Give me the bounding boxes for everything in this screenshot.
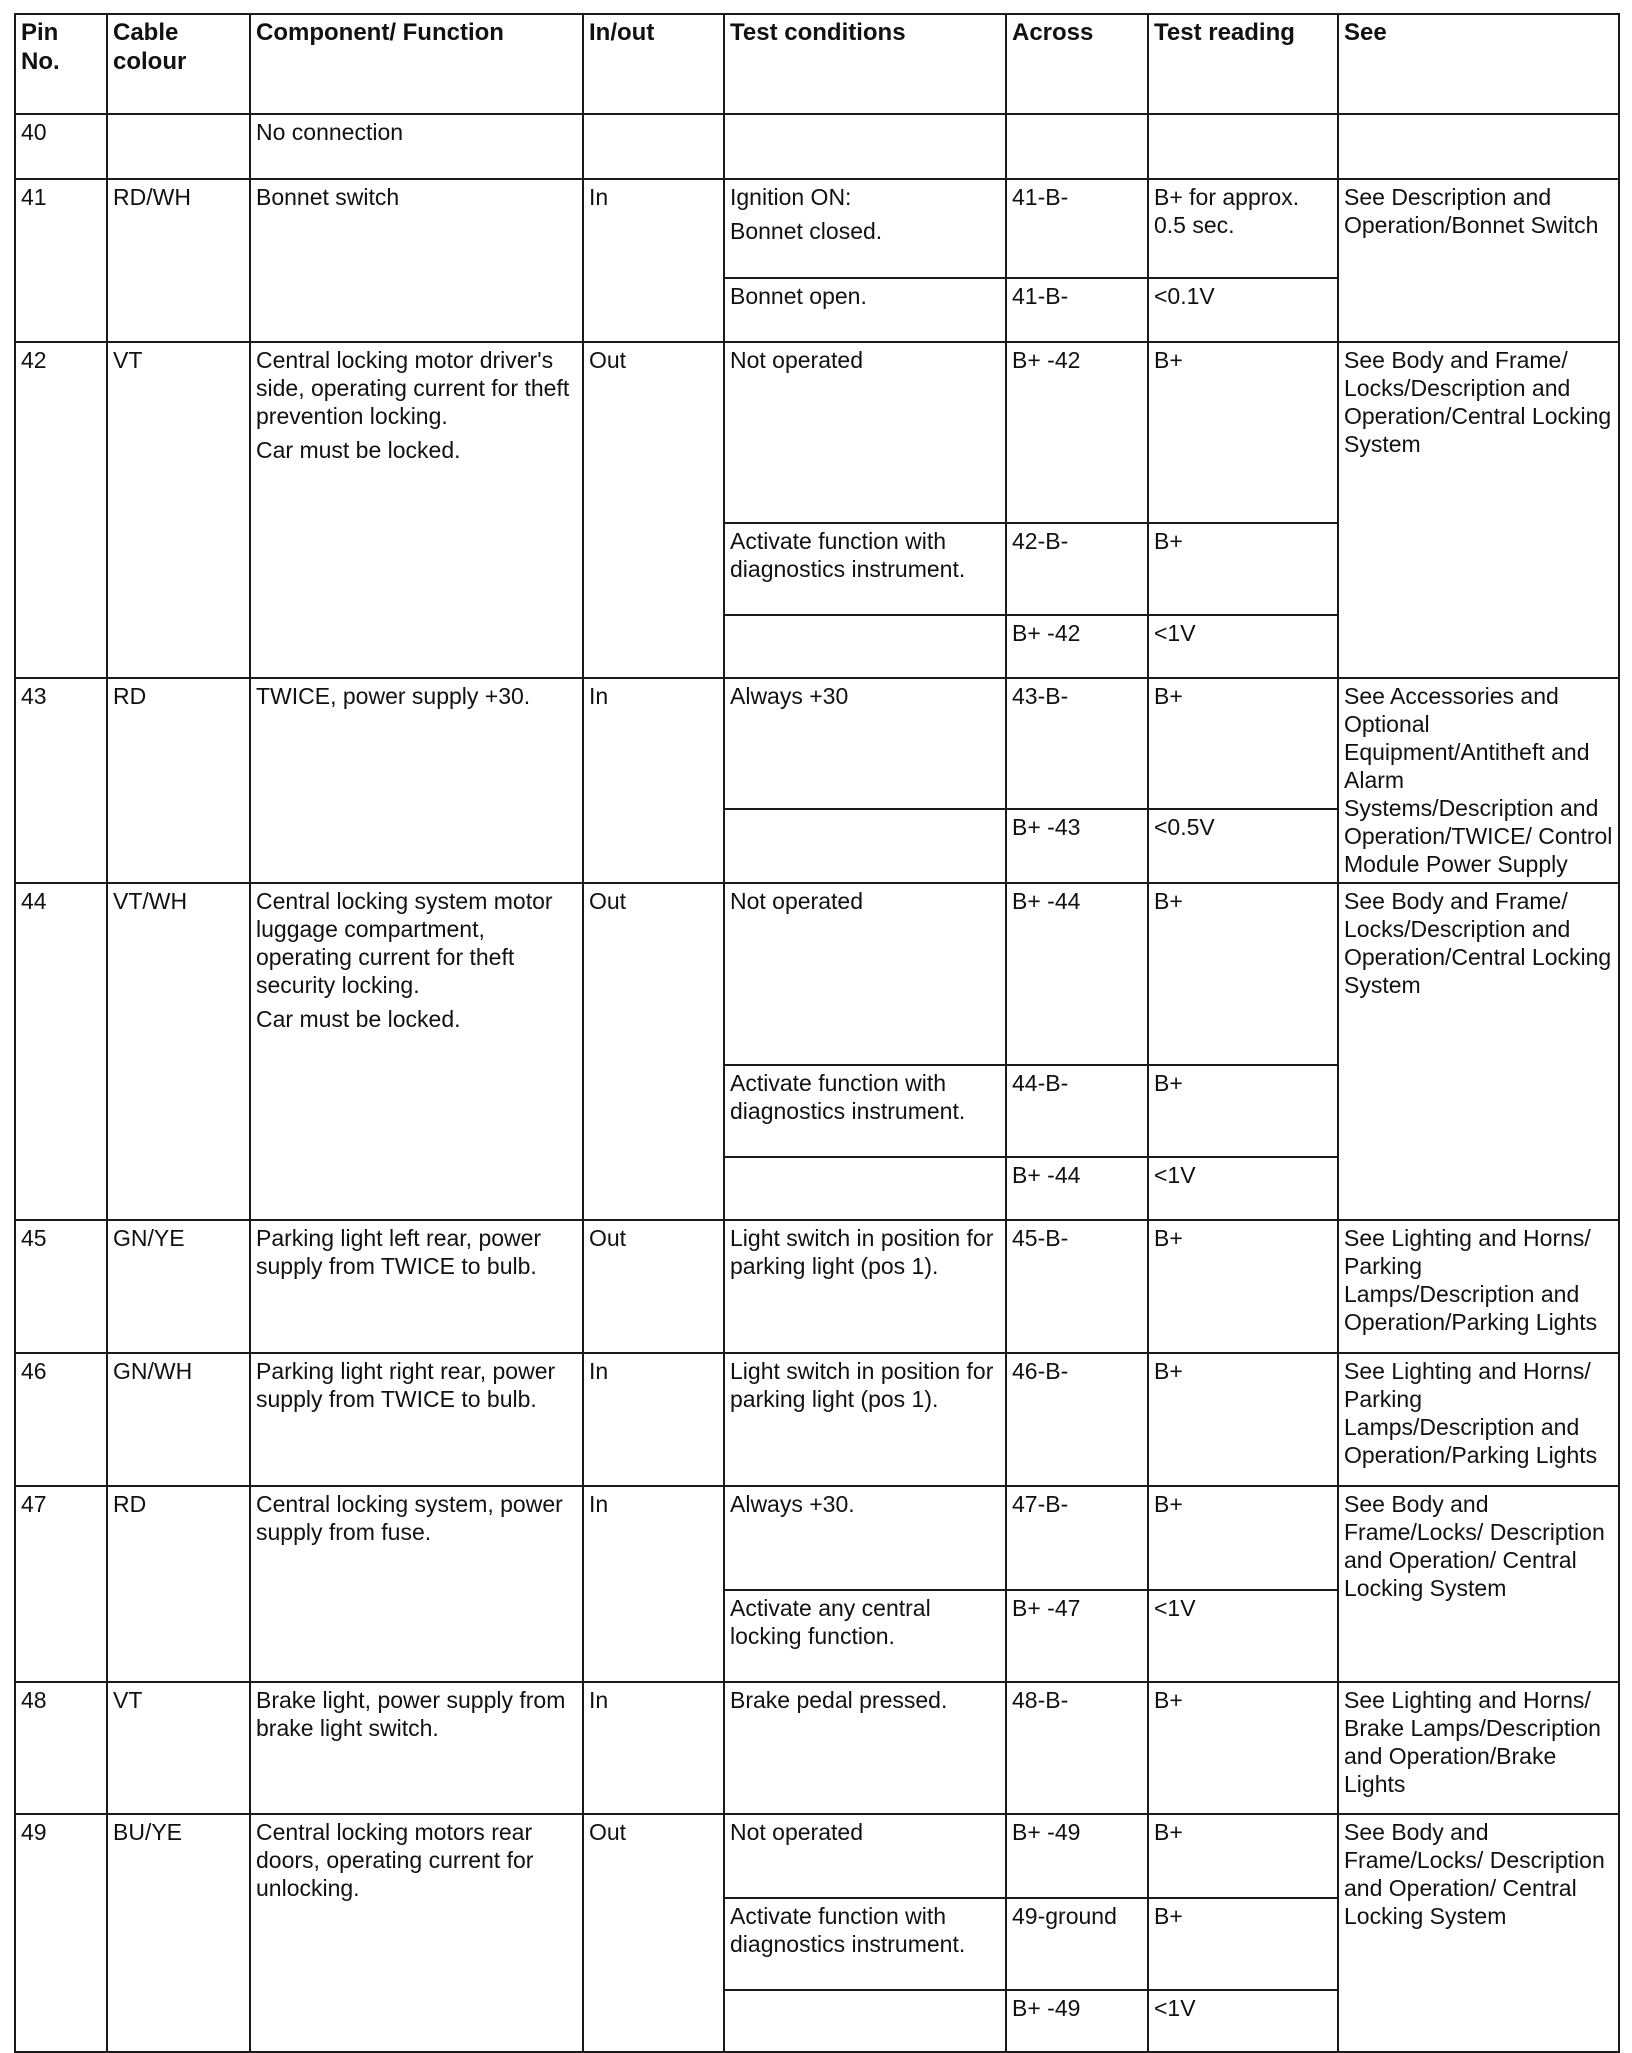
- across: B+ -42: [1006, 615, 1148, 678]
- across: 48-B-: [1006, 1682, 1148, 1814]
- test-condition-line: Ignition ON:: [730, 184, 852, 210]
- header-component: Component/ Function: [250, 14, 583, 114]
- pin-number: 44: [15, 883, 107, 1220]
- test-condition-line: Not operated: [730, 347, 863, 373]
- test-conditions: [724, 1814, 1006, 1898]
- test-condition-line: Not operated: [730, 888, 863, 914]
- test-condition-line: Always +30: [730, 683, 849, 709]
- test-condition-line: Not operated: [730, 1819, 863, 1845]
- header-see: See: [1338, 14, 1619, 114]
- across: B+ -42: [1006, 342, 1148, 523]
- test-condition-line: Activate function with diagnostics instrument.: [730, 1903, 966, 1957]
- test-condition-line: Bonnet closed.: [730, 218, 883, 244]
- pin-number: 46: [15, 1353, 107, 1486]
- test-reading: B+: [1148, 342, 1338, 523]
- test-reading: <1V: [1148, 1990, 1338, 2052]
- test-conditions: [724, 114, 1006, 179]
- cable-colour: RD/WH: [107, 179, 250, 342]
- in-out: Out: [583, 342, 724, 678]
- see-reference: See Accessories and Optional Equipment/Antitheft and Alarm Systems/Description and Operation/TWICE/ Control Module Power Supply: [1338, 678, 1619, 883]
- test-reading: B+: [1148, 678, 1338, 809]
- component-text: Parking light left rear, power supply from TWICE to bulb.: [256, 1225, 542, 1279]
- component-text: Central locking system motor luggage compartment, operating current for theft security locking.: [256, 888, 553, 998]
- component-text: TWICE, power supply +30.: [256, 683, 531, 709]
- test-conditions: [724, 1898, 1006, 1990]
- component-note: Car must be locked.: [256, 437, 461, 463]
- pin-number: 40: [15, 114, 107, 179]
- test-reading: B+: [1148, 1065, 1338, 1157]
- test-reading: B+: [1148, 1814, 1338, 1898]
- header-across: Across: [1006, 14, 1148, 114]
- in-out: Out: [583, 1220, 724, 1353]
- across: 41-B-: [1006, 278, 1148, 342]
- test-conditions: [724, 342, 1006, 523]
- test-conditions: [724, 678, 1006, 809]
- cable-colour: RD: [107, 678, 250, 883]
- across: 45-B-: [1006, 1220, 1148, 1353]
- test-conditions: [724, 809, 1006, 883]
- pin-table: [14, 13, 1620, 2053]
- table-row: [15, 114, 1619, 179]
- across: 42-B-: [1006, 523, 1148, 615]
- cable-colour: GN/YE: [107, 1220, 250, 1353]
- table-row: [15, 883, 1619, 1065]
- cable-colour: GN/WH: [107, 1353, 250, 1486]
- test-condition-line: Bonnet open.: [730, 283, 867, 309]
- cable-colour: RD: [107, 1486, 250, 1682]
- component-text: Parking light right rear, power supply from TWICE to bulb.: [256, 1358, 556, 1412]
- pin-table-document: [14, 13, 1618, 2021]
- component-function: [250, 1220, 583, 1353]
- test-reading: <1V: [1148, 615, 1338, 678]
- test-conditions: [724, 1220, 1006, 1353]
- test-reading: <1V: [1148, 1590, 1338, 1682]
- cable-colour: VT: [107, 1682, 250, 1814]
- in-out: In: [583, 1682, 724, 1814]
- in-out: In: [583, 678, 724, 883]
- test-reading: <0.5V: [1148, 809, 1338, 883]
- in-out: In: [583, 1353, 724, 1486]
- see-reference: See Lighting and Horns/ Brake Lamps/Description and Operation/Brake Lights: [1338, 1682, 1619, 1814]
- test-conditions: [724, 883, 1006, 1065]
- component-text: Central locking motors rear doors, operating current for unlocking.: [256, 1819, 534, 1901]
- pin-number: 49: [15, 1814, 107, 2052]
- test-condition-line: Light switch in position for parking light (pos 1).: [730, 1225, 994, 1279]
- component-function: [250, 114, 583, 179]
- pin-number: 48: [15, 1682, 107, 1814]
- test-conditions: [724, 523, 1006, 615]
- component-function: [250, 883, 583, 1220]
- table-row: [15, 342, 1619, 523]
- test-condition-line: Activate function with diagnostics instrument.: [730, 1070, 966, 1124]
- header-test-conditions: Test conditions: [724, 14, 1006, 114]
- across: B+ -44: [1006, 883, 1148, 1065]
- across: B+ -43: [1006, 809, 1148, 883]
- see-reference: See Body and Frame/Locks/ Description and Operation/ Central Locking System: [1338, 1486, 1619, 1682]
- table-row: [15, 1220, 1619, 1353]
- test-condition-line: Always +30.: [730, 1491, 855, 1517]
- pin-number: 41: [15, 179, 107, 342]
- across: 47-B-: [1006, 1486, 1148, 1590]
- test-reading: [1148, 114, 1338, 179]
- test-condition-line: Activate function with diagnostics instrument.: [730, 528, 966, 582]
- component-text: Central locking system, power supply from fuse.: [256, 1491, 563, 1545]
- test-condition-line: Activate any central locking function.: [730, 1595, 931, 1649]
- component-text: Bonnet switch: [256, 184, 400, 210]
- cable-colour: [107, 114, 250, 179]
- pin-number: 47: [15, 1486, 107, 1682]
- test-reading: B+: [1148, 1486, 1338, 1590]
- component-function: [250, 179, 583, 342]
- header-pin: Pin No.: [15, 14, 107, 114]
- test-reading: B+: [1148, 883, 1338, 1065]
- test-conditions: [724, 1590, 1006, 1682]
- in-out: Out: [583, 883, 724, 1220]
- component-function: [250, 678, 583, 883]
- cable-colour: VT/WH: [107, 883, 250, 1220]
- table-row: [15, 179, 1619, 278]
- component-text: No connection: [256, 119, 404, 145]
- across: [1006, 114, 1148, 179]
- component-text: Brake light, power supply from brake light switch.: [256, 1687, 566, 1741]
- test-conditions: [724, 1486, 1006, 1590]
- see-reference: See Description and Operation/Bonnet Switch: [1338, 179, 1619, 342]
- see-reference: See Body and Frame/ Locks/Description and Operation/Central Locking System: [1338, 883, 1619, 1220]
- header-inout: In/out: [583, 14, 724, 114]
- see-reference: [1338, 114, 1619, 179]
- cable-colour: BU/YE: [107, 1814, 250, 2052]
- pin-number: 45: [15, 1220, 107, 1353]
- table-header: [15, 14, 1619, 114]
- test-reading: B+: [1148, 523, 1338, 615]
- component-text: Central locking motor driver's side, operating current for theft prevention locking.: [256, 347, 570, 429]
- test-conditions: [724, 1157, 1006, 1220]
- header-test-reading: Test reading: [1148, 14, 1338, 114]
- header-cable: Cable colour: [107, 14, 250, 114]
- test-condition-line: Light switch in position for parking light (pos 1).: [730, 1358, 994, 1412]
- across: B+ -49: [1006, 1814, 1148, 1898]
- across: 49-ground: [1006, 1898, 1148, 1990]
- across: 44-B-: [1006, 1065, 1148, 1157]
- across: B+ -44: [1006, 1157, 1148, 1220]
- across: B+ -47: [1006, 1590, 1148, 1682]
- in-out: Out: [583, 1814, 724, 2052]
- header-row: [15, 14, 1619, 114]
- see-reference: See Lighting and Horns/ Parking Lamps/Description and Operation/Parking Lights: [1338, 1353, 1619, 1486]
- test-reading: B+: [1148, 1682, 1338, 1814]
- across: 46-B-: [1006, 1353, 1148, 1486]
- across: 41-B-: [1006, 179, 1148, 278]
- test-conditions: [724, 278, 1006, 342]
- table-row: [15, 1814, 1619, 1898]
- table-row: [15, 1682, 1619, 1814]
- test-conditions: [724, 1682, 1006, 1814]
- table-row: [15, 1353, 1619, 1486]
- test-conditions: [724, 1353, 1006, 1486]
- in-out: [583, 114, 724, 179]
- see-reference: See Body and Frame/ Locks/Description and Operation/Central Locking System: [1338, 342, 1619, 678]
- test-conditions: [724, 1990, 1006, 2052]
- see-reference: See Body and Frame/Locks/ Description and Operation/ Central Locking System: [1338, 1814, 1619, 2052]
- test-conditions: [724, 179, 1006, 278]
- cable-colour: VT: [107, 342, 250, 678]
- test-reading: B+: [1148, 1353, 1338, 1486]
- test-conditions: [724, 615, 1006, 678]
- table-row: [15, 1486, 1619, 1590]
- in-out: In: [583, 179, 724, 342]
- across: 43-B-: [1006, 678, 1148, 809]
- in-out: In: [583, 1486, 724, 1682]
- test-condition-line: Brake pedal pressed.: [730, 1687, 948, 1713]
- component-note: Car must be locked.: [256, 1006, 461, 1032]
- test-reading: B+: [1148, 1898, 1338, 1990]
- see-reference: See Lighting and Horns/ Parking Lamps/Description and Operation/Parking Lights: [1338, 1220, 1619, 1353]
- test-conditions: [724, 1065, 1006, 1157]
- component-function: [250, 342, 583, 678]
- table-row: [15, 678, 1619, 809]
- pin-number: 42: [15, 342, 107, 678]
- component-function: [250, 1353, 583, 1486]
- test-reading: B+: [1148, 1220, 1338, 1353]
- component-function: [250, 1814, 583, 2052]
- component-function: [250, 1682, 583, 1814]
- test-reading: <0.1V: [1148, 278, 1338, 342]
- across: B+ -49: [1006, 1990, 1148, 2052]
- test-reading: B+ for approx. 0.5 sec.: [1148, 179, 1338, 278]
- pin-number: 43: [15, 678, 107, 883]
- component-function: [250, 1486, 583, 1682]
- test-reading: <1V: [1148, 1157, 1338, 1220]
- table-body: [15, 114, 1619, 2052]
